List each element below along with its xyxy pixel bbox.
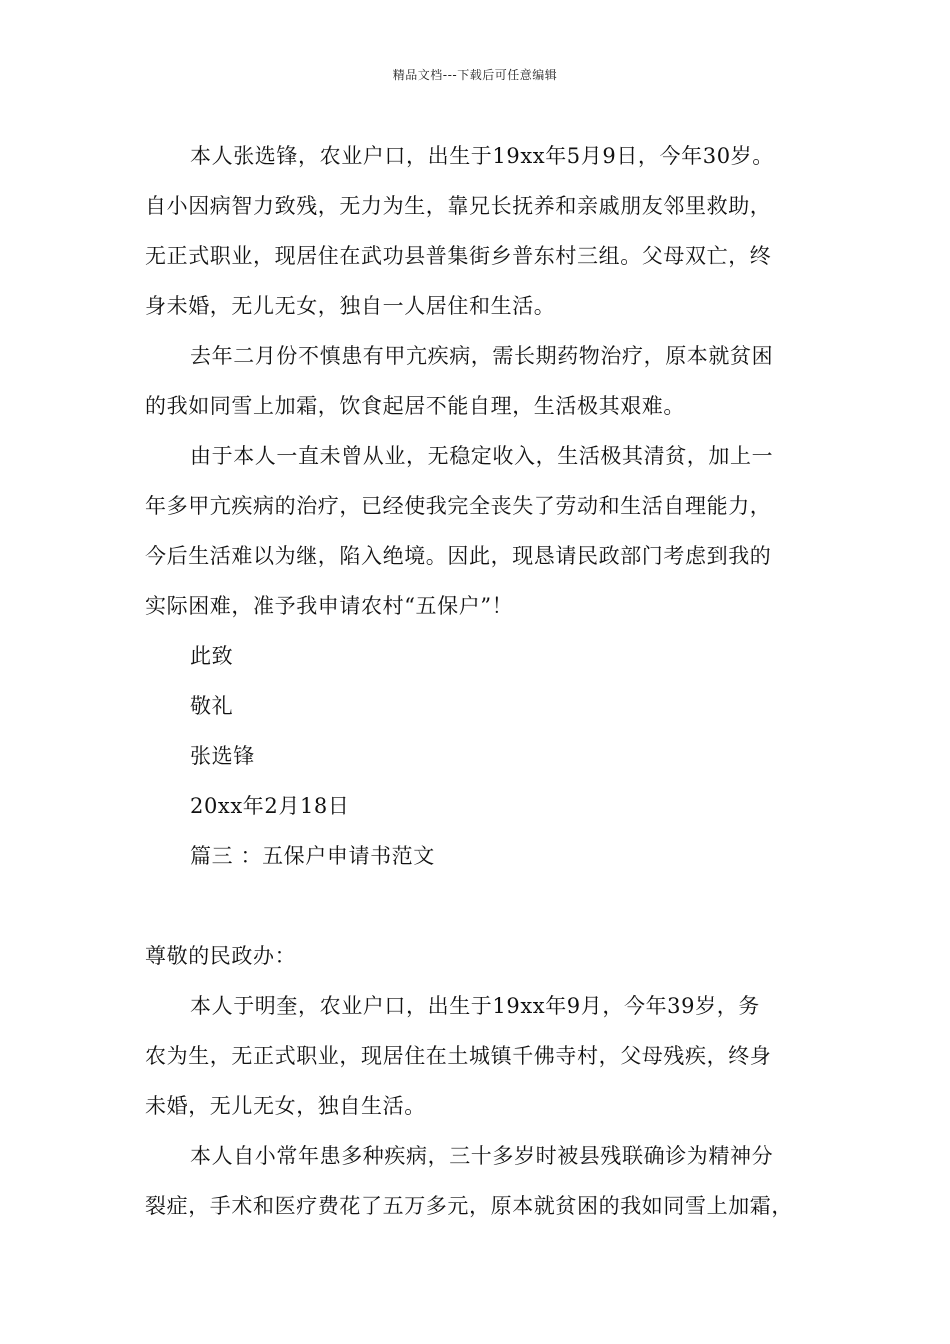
paragraph-line: 本人张选锋，农业户口，出生于19xx年5月9日，今年30岁。 [190,144,774,168]
paragraph-line: 本人自小常年患多种疾病，三十多岁时被县残联确诊为精神分 [190,1144,774,1168]
section-heading: 篇三 ：五保户申请书范文 [190,844,435,868]
document-body [145,131,825,1231]
paragraph-line: 由于本人一直未曾从业，无稳定收入，生活极其清贫，加上一 [190,444,774,468]
blank-line [145,881,825,931]
paragraph-line: 裂症，手术和医疗费花了五万多元，原本就贫困的我如同雪上加霜， [145,1194,793,1218]
page-header: 精品文档---下载后可任意编辑 [392,68,558,82]
paragraph-line: 身未婚，无儿无女，独自一人居住和生活。 [145,294,556,318]
paragraph-line: 去年二月份不慎患有甲亢疾病，需长期药物治疗，原本就贫困 [190,344,774,368]
paragraph-line: 年多甲亢疾病的治疗，已经使我完全丧失了劳动和生活自理能力， [145,494,772,518]
paragraph-line: 自小因病智力致残，无力为生，靠兄长抚养和亲戚朋友邻里救助， [145,194,772,218]
paragraph-line: 农为生，无正式职业，现居住在土城镇千佛寺村，父母残疾，终身 [145,1044,772,1068]
paragraph-line: 本人于明奎，农业户口，出生于19xx年9月，今年39岁，务 [190,994,760,1018]
signature-date: 20xx年2月18日 [190,794,350,818]
closing-salutation: 此致 [190,644,234,668]
signature-name: 张选锋 [190,744,255,768]
letter-greeting: 尊敬的民政办： [145,944,297,968]
paragraph-line: 无正式职业，现居住在武功县普集街乡普东村三组。父母双亡，终 [145,244,772,268]
closing-respect: 敬礼 [190,694,234,718]
paragraph-line: 今后生活难以为继，陷入绝境。因此，现恳请民政部门考虑到我的 [145,544,772,568]
paragraph-line: 实际困难，准予我申请农村“五保户”！ [145,594,514,618]
paragraph-line: 的我如同雪上加霜，饮食起居不能自理，生活极其艰难。 [145,394,685,418]
paragraph-line: 未婚，无儿无女，独自生活。 [145,1094,426,1118]
